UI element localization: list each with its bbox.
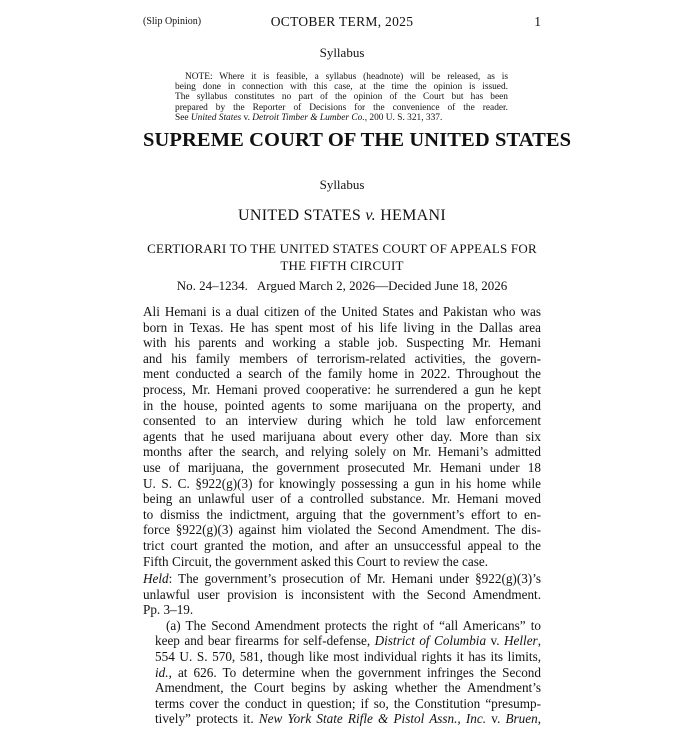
certiorari-line-2: THE FIFTH CIRCUIT	[280, 258, 404, 273]
syllabus-heading: Syllabus	[319, 45, 365, 60]
facts-line: consented to an interview during which he told law enforcement	[143, 413, 541, 429]
docket-line: No. 24–1234. Argued March 2, 2026—Decided June 18, 2026	[176, 278, 508, 293]
held-line: Pp. 3–19.	[143, 602, 194, 618]
respondent: HEMANI	[380, 207, 446, 224]
petitioner: UNITED STATES	[238, 207, 362, 224]
para-a-line: keep and bear firearms for self-defense, District of Columbia v. Heller,	[155, 633, 541, 649]
facts-line: being an unlawful user of a controlled substance. Mr. Hemani moved	[143, 491, 541, 507]
facts-line: to dismiss the indictment, arguing that the government’s effort to en-	[143, 506, 541, 522]
para-a-line: id., at 626. To determine when the government infringes the Second	[155, 664, 541, 680]
facts-line: with his parents and working a stable job. Suspecting Mr. Hemani	[143, 335, 541, 351]
facts-line: trict court granted the motion, and after an unsuccessful appeal to the	[143, 537, 541, 553]
syllabus-heading-2: Syllabus	[319, 177, 365, 192]
facts-line: and his family members of terrorism-related activities, the govern-	[143, 350, 541, 366]
facts-line: agents that he used marijuana about every other day. More than six	[143, 428, 541, 444]
facts-line: in the house, pointed agents to some marijuana on the property, and	[143, 397, 541, 413]
versus: v.	[365, 207, 376, 224]
facts-line: process, Mr. Hemani proved cooperative: he surrendered a gun he kept	[143, 381, 541, 397]
facts-line: force §922(g)(3) against him violated the Second Amendment. The dis-	[143, 522, 541, 538]
certiorari-line-1: CERTIORARI TO THE UNITED STATES COURT OF APPEALS FOR	[147, 241, 537, 256]
held-label: Held	[143, 571, 169, 587]
held-line: Held: The government’s prosecution of Mr. Hemani under §922(g)(3)’s	[143, 571, 541, 587]
note-line: See United States v. Detroit Timber & Lumber Co., 200 U. S. 321, 337.	[175, 112, 443, 123]
note-line: The syllabus constitutes no part of the opinion of the Court but has been	[175, 92, 508, 103]
para-a-line: Amendment, the Court begins by asking whether the Amendment’s	[155, 680, 541, 696]
note-line: prepared by the Reporter of Decisions for the convenience of the reader.	[175, 102, 508, 113]
facts-line: Fifth Circuit, the government asked this Court to review the case.	[143, 553, 488, 569]
facts-line: ment conducted a search of the family home in 2022. Throughout the	[143, 366, 541, 382]
syllabus-body	[143, 304, 541, 727]
reporter-note	[175, 72, 508, 123]
facts-paragraph	[143, 304, 541, 569]
para-a-line: 554 U. S. 570, 581, though like most individual rights it has its limits,	[155, 649, 541, 665]
note-line: being done in connection with this case, at the time the opinion is issued.	[175, 82, 508, 93]
certiorari-heading	[143, 240, 541, 274]
held-paragraph	[143, 571, 541, 618]
slip-opinion-label: (Slip Opinion)	[143, 16, 202, 27]
facts-line: born in Texas. He has spent most of his life living in the Dallas area	[143, 319, 541, 335]
facts-line: Ali Hemani is a dual citizen of the United States and Pakistan who was	[143, 304, 541, 319]
court-name: SUPREME COURT OF THE UNITED STATES	[143, 129, 572, 151]
paragraph-a	[143, 618, 541, 727]
para-a-line: (a) The Second Amendment protects the right of “all Americans” to	[166, 617, 541, 633]
facts-line: months after the search, and relying solely on Mr. Hemani’s admitted	[143, 444, 541, 460]
case-title	[143, 207, 541, 225]
para-a-line: terms cover the conduct in question; if so, the Constitution “presump-	[155, 695, 541, 711]
page-number: 1	[534, 14, 541, 29]
facts-line: use of marijuana, the government prosecuted Mr. Hemani under 18	[143, 459, 541, 475]
note-line: NOTE: Where it is feasible, a syllabus (headnote) will be released, as is	[185, 72, 508, 82]
running-head	[143, 14, 541, 30]
para-a-line: tively” protects it. New York State Rifle & Pistol Assn., Inc. v. Bruen,	[155, 711, 541, 727]
facts-line: U. S. C. §922(g)(3) for knowingly possessing a gun in his home while	[143, 475, 541, 491]
held-line: unlawful user provision is inconsistent with the Second Amendment.	[143, 586, 541, 602]
term-heading: OCTOBER TERM, 2025	[270, 14, 414, 29]
